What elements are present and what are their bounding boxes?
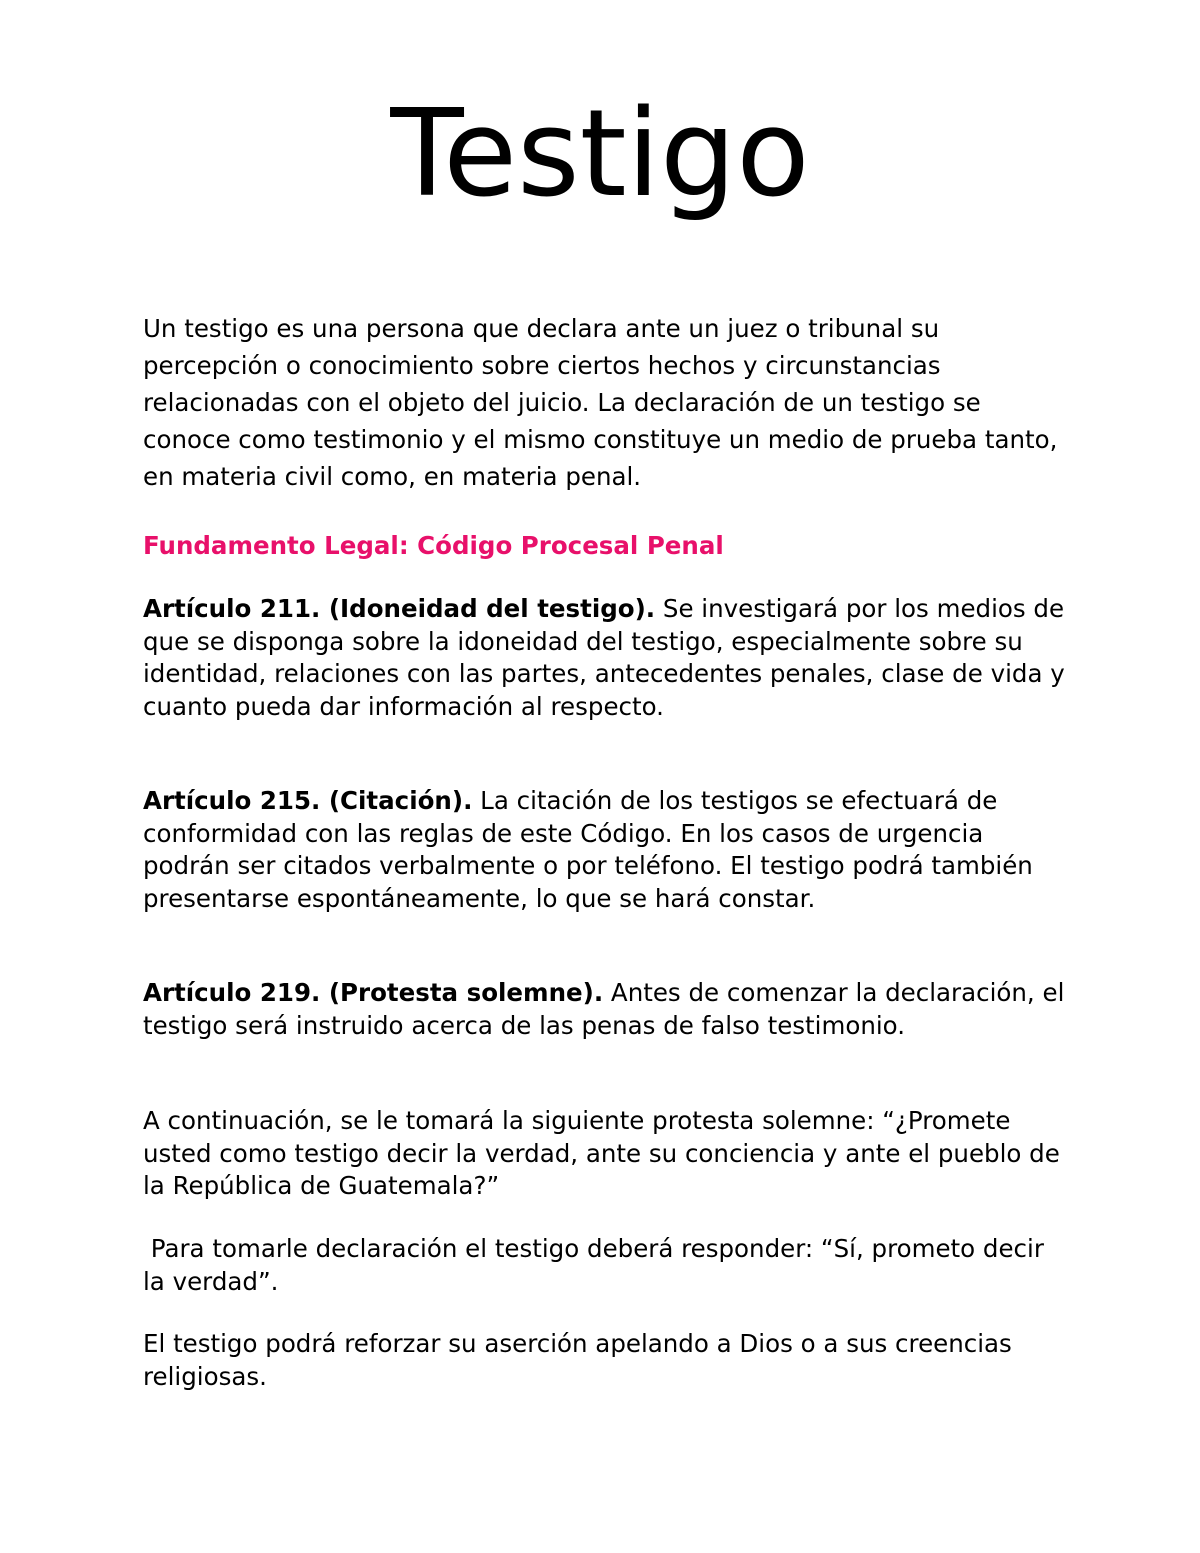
response-paragraph: Para tomarle declaración el testigo deberá responder: “Sí, prometo decir la verdad”. <box>143 1234 1052 1296</box>
closing-paragraph: El testigo podrá reforzar su aserción apelando a Dios o a sus creencias religiosas. <box>143 1329 1012 1391</box>
document-title: Testigo <box>390 85 810 224</box>
article-219 <box>143 977 1073 1042</box>
article-211 <box>143 593 1073 723</box>
oath-paragraph: A continuación, se le tomará la siguiente protesta solemne: “¿Promete usted como testigo decir la verdad, ante su conciencia y ante el pueblo de la República de Guatemala?” <box>143 1106 1060 1200</box>
article-211-label: Artículo 211. (Idoneidad del testigo). <box>143 594 656 623</box>
article-219-label: Artículo 219. (Protesta solemne). <box>143 978 604 1007</box>
article-211-text: Se investigará por los medios de que se disponga sobre la idoneidad del testigo, especialmente sobre su identidad, relaciones con las partes, antecedentes penales, clase de vida y cuanto pueda dar información al respecto. <box>143 594 1065 721</box>
article-215-label: Artículo 215. (Citación). <box>143 786 473 815</box>
article-215 <box>143 785 1073 915</box>
legal-basis-heading: Fundamento Legal: Código Procesal Penal <box>143 531 724 560</box>
article-215-text: La citación de los testigos se efectuará de conformidad con las reglas de este Código. En los casos de urgencia podrán ser citados verbalmente o por teléfono. El testigo podrá también presentarse espontáneamente, lo que se hará constar. <box>143 786 1033 913</box>
article-219-text: Antes de comenzar la declaración, el testigo será instruido acerca de las penas de falso testimonio. <box>143 978 1065 1040</box>
intro-paragraph: Un testigo es una persona que declara ante un juez o tribunal su percepción o conocimiento sobre ciertos hechos y circunstancias relacionadas con el objeto del juicio. La declaración de un testigo se conoce como testimonio y el mismo constituye un medio de prueba tanto, en materia civil como, en materia penal. <box>143 314 1058 491</box>
